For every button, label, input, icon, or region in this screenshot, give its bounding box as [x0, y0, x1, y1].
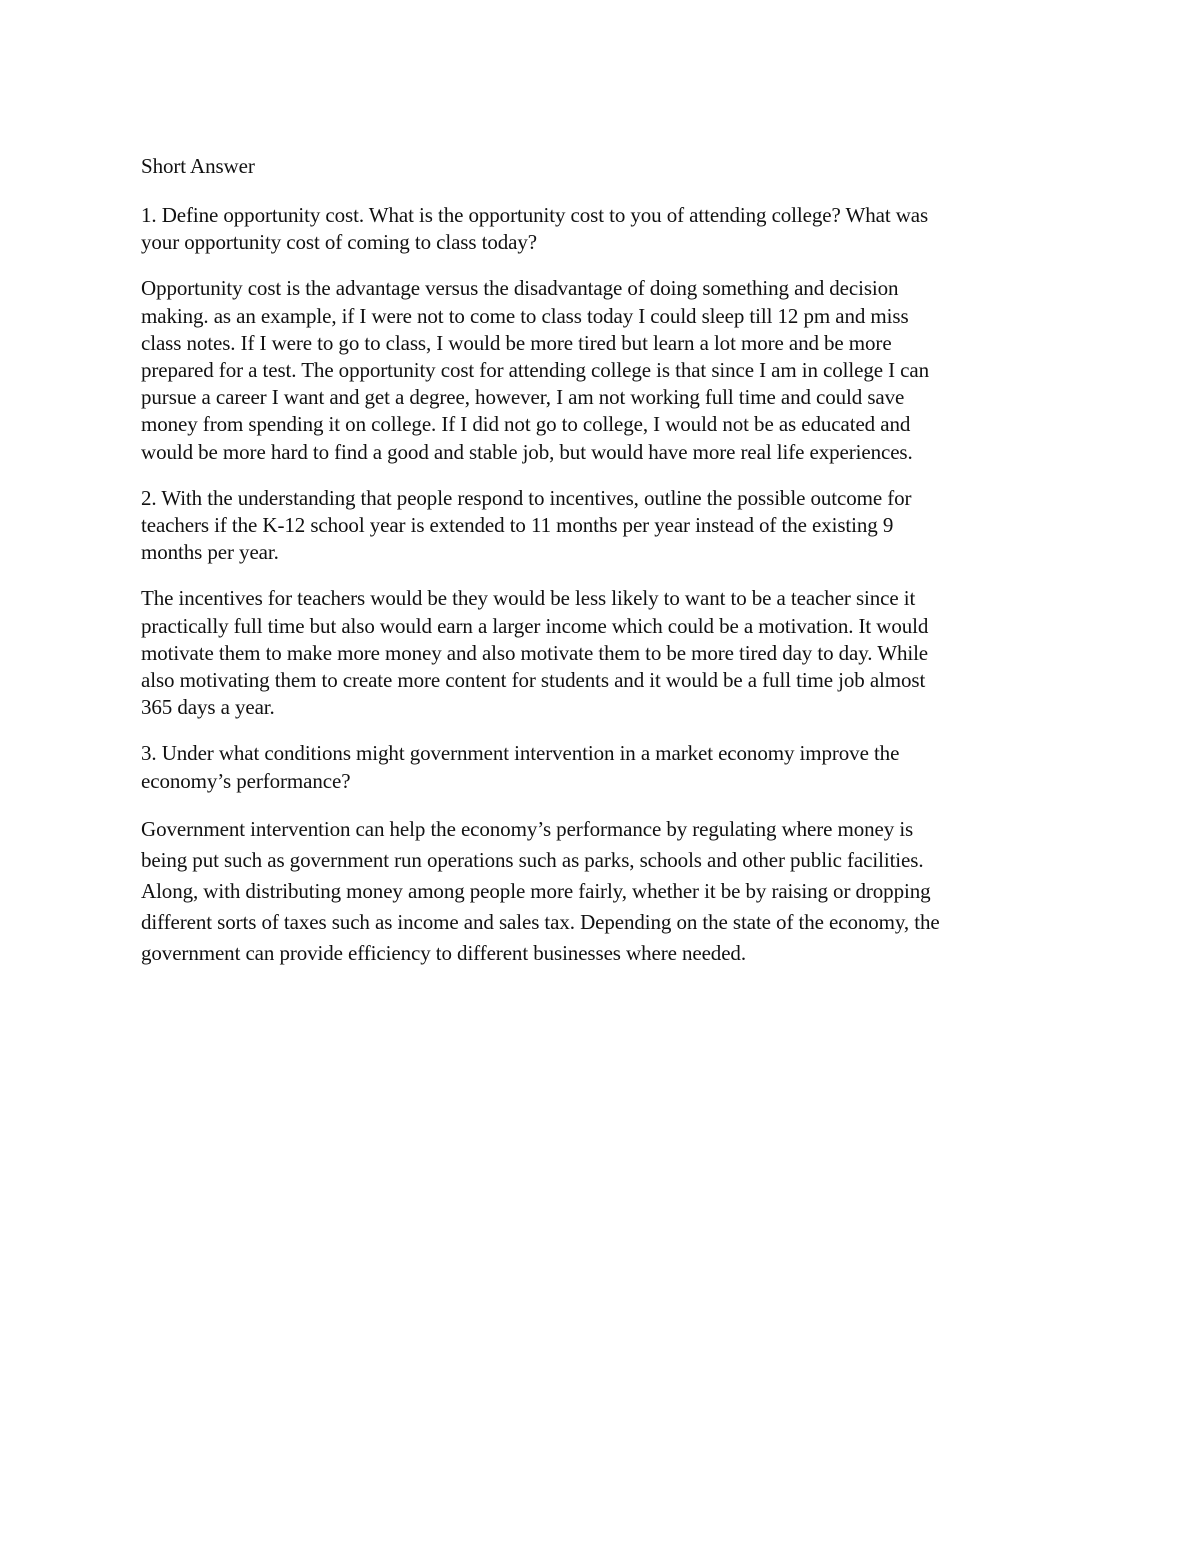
answer-3-line: government can provide efficiency to different businesses where needed.	[141, 940, 746, 965]
answer-3-line: Government intervention can help the economy’s performance by regulating where money is	[141, 816, 914, 841]
question-2-line: teachers if the K-12 school year is extended to 11 months per year instead of the existing 9	[141, 513, 894, 538]
question-3-line: 3. Under what conditions might government intervention in a market economy improve the	[141, 741, 900, 766]
answer-3-line: different sorts of taxes such as income and sales tax. Depending on the state of the economy, the	[141, 909, 940, 934]
question-3	[141, 740, 1076, 794]
answer-2-line: The incentives for teachers would be they would be less likely to want to be a teacher since it	[141, 586, 916, 611]
answer-2-line: practically full time but also would earn a larger income which could be a motivation. It would	[141, 613, 929, 638]
question-1-line: your opportunity cost of coming to class today?	[141, 230, 537, 255]
question-1-line: 1. Define opportunity cost. What is the opportunity cost to you of attending college? What was	[141, 203, 929, 227]
answer-1-line: making. as an example, if I were not to come to class today I could sleep till 12 pm and miss	[141, 303, 909, 328]
answer-1	[141, 275, 1076, 465]
question-1	[141, 202, 1076, 256]
answer-3-line: Along, with distributing money among people more fairly, whether it be by raising or dropping	[141, 878, 931, 903]
question-2-line: 2. With the understanding that people respond to incentives, outline the possible outcome for	[141, 485, 912, 510]
answer-1-line: would be more hard to find a good and stable job, but would have more real life experiences.	[141, 439, 913, 464]
answer-2-line: 365 days a year.	[141, 695, 275, 720]
answer-1-line: money from spending it on college. If I did not go to college, I would not be as educated and	[141, 412, 911, 437]
document-title: Short Answer	[141, 154, 255, 178]
answer-1-line: class notes. If I were to go to class, I would be more tired but learn a lot more and be more	[141, 330, 892, 355]
answer-3	[141, 814, 1076, 969]
answer-1-line: Opportunity cost is the advantage versus the disadvantage of doing something and decision	[141, 276, 899, 301]
answer-1-line: prepared for a test. The opportunity cost for attending college is that since I am in college I can	[141, 358, 930, 383]
question-2-line: months per year.	[141, 540, 279, 565]
answer-3-line: being put such as government run operations such as parks, schools and other public facilities.	[141, 847, 924, 872]
answer-2-line: also motivating them to create more content for students and it would be a full time job almost	[141, 668, 926, 693]
answer-2-line: motivate them to make more money and also motivate them to be more tired day to day. While	[141, 640, 929, 665]
document-page	[141, 150, 1076, 988]
answer-2	[141, 585, 1076, 721]
question-3-line: economy’s performance?	[141, 768, 351, 793]
answer-1-line: pursue a career I want and get a degree, however, I am not working full time and could save	[141, 385, 905, 410]
question-2	[141, 485, 1076, 567]
